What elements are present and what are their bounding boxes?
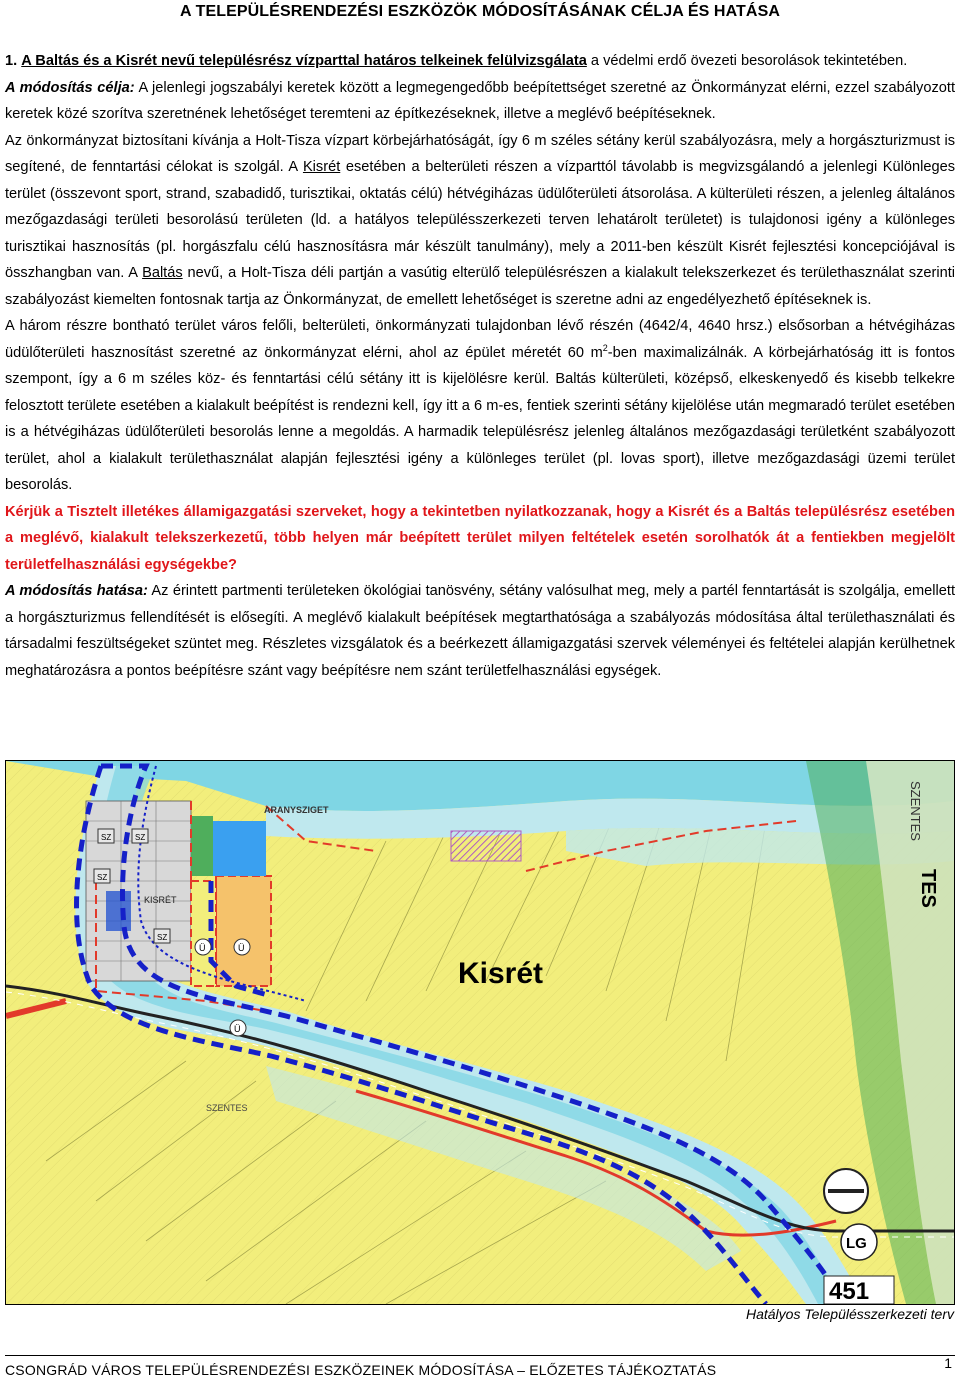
baltas-link: Baltás	[142, 265, 183, 281]
kisret-label: Kisrét	[458, 957, 544, 990]
intro-paragraph	[5, 48, 955, 75]
body-text	[5, 48, 955, 684]
footer-text: CSONGRÁD VÁROS TELEPÜLÉSRENDEZÉSI ESZKÖZEINEK MÓDOSÍTÁSA – ELŐZETES TÁJÉKOZTATÁS	[5, 1362, 717, 1378]
three-parts-paragraph	[5, 313, 955, 499]
goal-label: A módosítás célja:	[5, 79, 135, 96]
sz-label-2: SZ	[135, 833, 146, 842]
szentes-small-label: SZENTES	[206, 1103, 248, 1113]
sz-label-3: SZ	[157, 933, 168, 942]
special-zone	[216, 876, 271, 986]
map-svg	[6, 761, 954, 1304]
page-number: 1	[944, 1355, 952, 1371]
kisret-small-label: KISRÉT	[144, 895, 177, 905]
page-title: A TELEPÜLÉSRENDEZÉSI ESZKÖZÖK MÓDOSÍTÁSÁNAK CÉLJA ÉS HATÁSA	[179, 3, 781, 20]
town-label-big: TES	[917, 869, 939, 908]
effect-text: Az érintett partmenti területeken ökológiai tanösvény, sétány valósulhat meg, mely a partél fenntartását is szolgálja, emellett a horgászturizmus fellendítését is elősegíti. A meglévő kialakult beépítések megtarthatósága a szabályozás módosítása által területhasználati és társadalmi feszültségeket szüntet meg. Részletes vizsgálatok és a beérkezett államigazgatási szervek véleményei és feltételei alapján kerülhetnek meghatározásra a pontos beépítésre szánt vagy beépítésre nem szánt területfelhasználási egységek.	[5, 583, 955, 679]
island-label: ARANYSZIGET	[264, 805, 329, 815]
u-label-1: Ü	[199, 943, 206, 953]
u-badge-2	[234, 939, 250, 955]
sz-label-4: SZ	[97, 873, 108, 882]
map-caption: Hatályos Településszerkezeti terv	[745, 1306, 954, 1322]
effect-label: A módosítás hatása:	[5, 583, 148, 599]
intro-heading: A Baltás és a Kisrét nevű településrész vízparttal határos telkeinek felülvizsgálata	[21, 53, 587, 69]
promenade-text-3: nevű, a Holt-Tisza déli partján a vasútig elterülő településrészen a kialakult telekszerkezet és területhasználat szerinti szabályozást kiemelten fontosnak tartja az Önkormányzat, de emellett lehetőséget is szeretne adni az engedélyezhető építéseknek is.	[5, 265, 955, 308]
purple-area	[451, 831, 521, 861]
promenade-text-1: Az önkormányzat biztosítani kívánja a Holt-Tisza vízpart körbejárhatóságát, így 6 m széles sétány kerül szabályozásra, mely a horgászturizmust is segítené, de fenntartási célokat is szolgál. A	[5, 132, 955, 175]
u-label-3: Ü	[234, 1024, 241, 1034]
sz-badge-3	[154, 929, 170, 943]
special-zone-2	[191, 881, 216, 986]
blue-square	[211, 821, 266, 876]
blue-parcel	[106, 891, 131, 931]
three-parts-text-2: -ben maximalizálnák. A körbejárhatóság itt is fontos szempont, így a 6 m széles köz- és fenntartási célú sétány itt is kijelölésre kerül. Baltás külterületi, középső, elkeskenyedő és kisebb telkekre felosztott területe esetében a kialakult beépítést is rendezni kell, így itt a 6 m-es, fentiek szerinti sétány kijelölése után megmaradó terület esetében is a hétvégiházas üdülőterületi besorolás lenne a megoldás. A harmadik településrész jelenleg általános mezőgazdasági területként szabályozott terület, ahol a kialakult területhasználat alapján fejlesztési igény a különleges terület (pl. lovas sport), illetve mezőgazdasági üzemi terület besorolás.	[5, 344, 955, 493]
sz-badge-1	[98, 829, 114, 843]
town-label: SZENTES	[908, 781, 923, 841]
settlement-structure-map	[5, 760, 955, 1305]
effect-paragraph	[5, 578, 955, 684]
sz-label-1: SZ	[101, 833, 112, 842]
road-number: 451	[829, 1278, 870, 1304]
forest-patch	[191, 816, 213, 876]
lg-badge	[841, 1224, 877, 1260]
sz-badge-4	[94, 869, 110, 883]
intro-heading-rest: a védelmi erdő övezeti besorolások tekintetében.	[586, 53, 908, 69]
three-parts-text-1: A három részre bontható terület város felőli, belterületi, önkormányzati tulajdonban lévő részén (4642/4, 4640 hrsz.) elsősorban a hétvégiházas üdülőterületi hasznosítást szeretné az önkormányzat elérni, ahol az épület méretét 60 m	[5, 318, 955, 361]
u-badge-1	[195, 939, 211, 955]
footer-divider	[5, 1355, 955, 1356]
request-paragraph: Kérjük a Tisztelt illetékes államigazgatási szerveket, hogy a tekintetben nyilatkozzanak, hogy a Kisrét és a Baltás településrész esetében a meglévő, kialakult telekszerkezetű, több helyen már beépített terület milyen feltételek esetén sorolhatók át a fentiekben megjelölt területfelhasználási egységekbe?	[5, 503, 955, 573]
promenade-text-2: esetében a belterületi részen a vízparttól távolabb is megvizsgálandó a jelenlegi Különleges terület (összevont sport, strand, szabadidő, turisztikai, oktatás célú) hétvégiházas üdülőterületi átsorolása. A külterületi részen, a jelenleg általános mezőgazdasági területi besorolású területen (ld. a hatályos településszerkezeti terven lehatárolt területet) is tulajdonosi igény a különleges turisztikai hasznosítás (pl. horgászfalu célú hasznosításra már készült tanulmány), mely a 2011-ben készült Kisrét fejlesztési koncepciójával is összhangban van. A	[5, 159, 955, 281]
intro-number: 1.	[5, 53, 18, 69]
superscript-2: 2	[602, 342, 608, 353]
promenade-paragraph	[5, 128, 955, 314]
road-number-badge	[824, 1276, 894, 1304]
goal-paragraph	[5, 75, 955, 128]
u-badge-3	[230, 1020, 246, 1036]
kisret-link: Kisrét	[302, 159, 341, 175]
goal-text: A jelenlegi jogszabályi keretek között a legmegengedőbb beépítettséget szeretné az Önkormányzat elérni, ezzel szabályozott keretek közé szorítva szeretnének lehetőséget teremteni az építkezéseknek, illetve a meglévő beépítéseknek.	[5, 79, 955, 122]
lg-label: LG	[846, 1235, 867, 1252]
u-label-2: Ü	[238, 943, 245, 953]
sz-badge-2	[132, 829, 148, 843]
